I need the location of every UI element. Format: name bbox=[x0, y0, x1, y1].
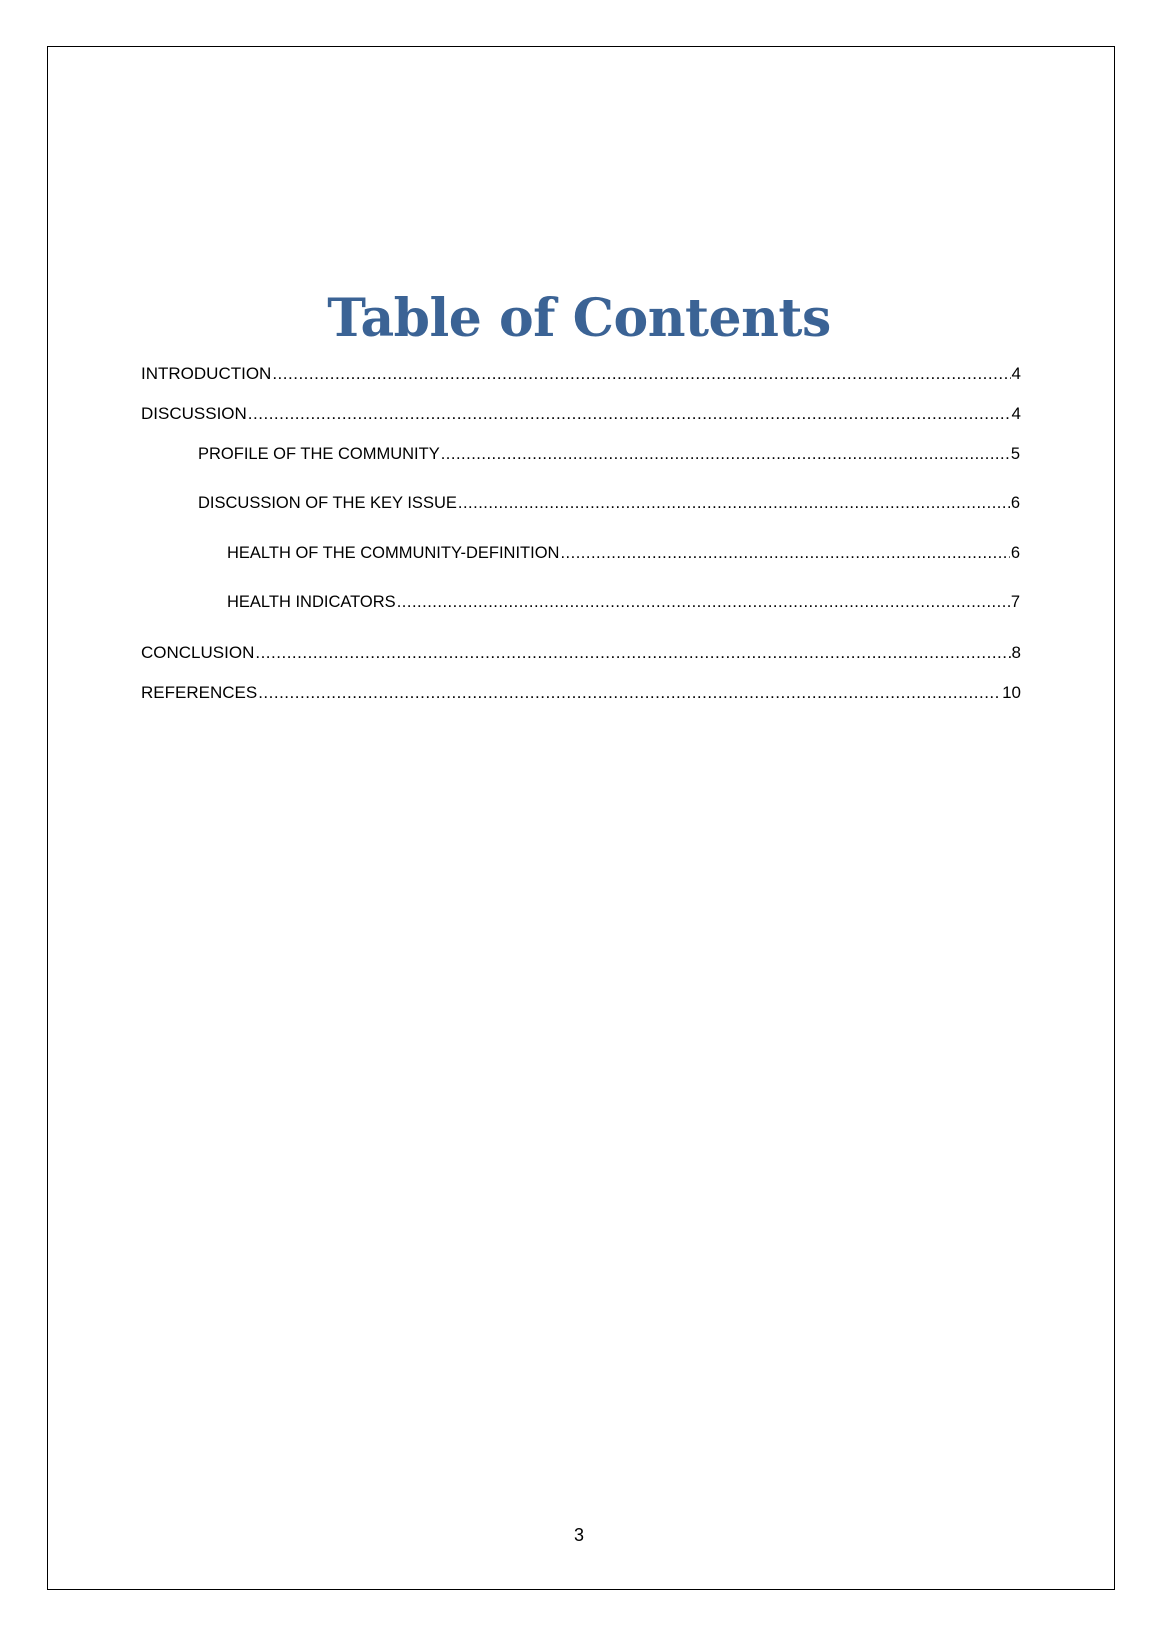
dot-leader bbox=[458, 492, 1010, 514]
toc-entry-page: 4 bbox=[1011, 404, 1021, 423]
dot-leader bbox=[441, 443, 1010, 465]
dot-leader bbox=[255, 642, 1010, 664]
toc-entry-references[interactable] bbox=[141, 682, 1021, 704]
page-border bbox=[47, 46, 1115, 1590]
toc-entry-discussion-of-the-key-issue[interactable] bbox=[198, 492, 1020, 514]
toc-entry-label: PROFILE OF THE COMMUNITY bbox=[198, 445, 440, 463]
toc-entry-discussion[interactable] bbox=[141, 403, 1021, 425]
toc-entry-label: REFERENCES bbox=[141, 683, 258, 702]
toc-title: Table of Contents bbox=[327, 288, 831, 349]
dot-leader bbox=[248, 403, 1011, 425]
toc-entry-page: 10 bbox=[1002, 683, 1021, 702]
toc-entry-label: HEALTH INDICATORS bbox=[227, 593, 396, 611]
toc-entry-label: DISCUSSION bbox=[141, 404, 247, 423]
dot-leader bbox=[560, 542, 1009, 564]
toc-entry-label: HEALTH OF THE COMMUNITY-DEFINITION bbox=[227, 544, 560, 562]
toc-entry-label: CONCLUSION bbox=[141, 643, 255, 662]
toc-entry-page: 7 bbox=[1010, 593, 1020, 611]
toc-entry-page: 6 bbox=[1010, 544, 1020, 562]
dot-leader bbox=[272, 363, 1010, 385]
toc-entry-label: INTRODUCTION bbox=[141, 364, 272, 383]
toc-entry-introduction[interactable] bbox=[141, 363, 1021, 385]
toc-entry-health-indicators[interactable] bbox=[227, 591, 1020, 613]
toc-entry-conclusion[interactable] bbox=[141, 642, 1021, 664]
dot-leader bbox=[258, 682, 1001, 704]
dot-leader bbox=[397, 591, 1010, 613]
page-number: 3 bbox=[573, 1525, 584, 1545]
toc-entry-page: 4 bbox=[1011, 364, 1021, 383]
toc-entry-page: 8 bbox=[1011, 643, 1021, 662]
toc-entry-health-of-the-community-definition[interactable] bbox=[227, 542, 1020, 564]
toc-entry-page: 6 bbox=[1010, 494, 1020, 512]
toc-entry-label: DISCUSSION OF THE KEY ISSUE bbox=[198, 494, 457, 512]
toc-entry-page: 5 bbox=[1010, 445, 1020, 463]
toc-entry-profile-of-the-community[interactable] bbox=[198, 443, 1020, 465]
